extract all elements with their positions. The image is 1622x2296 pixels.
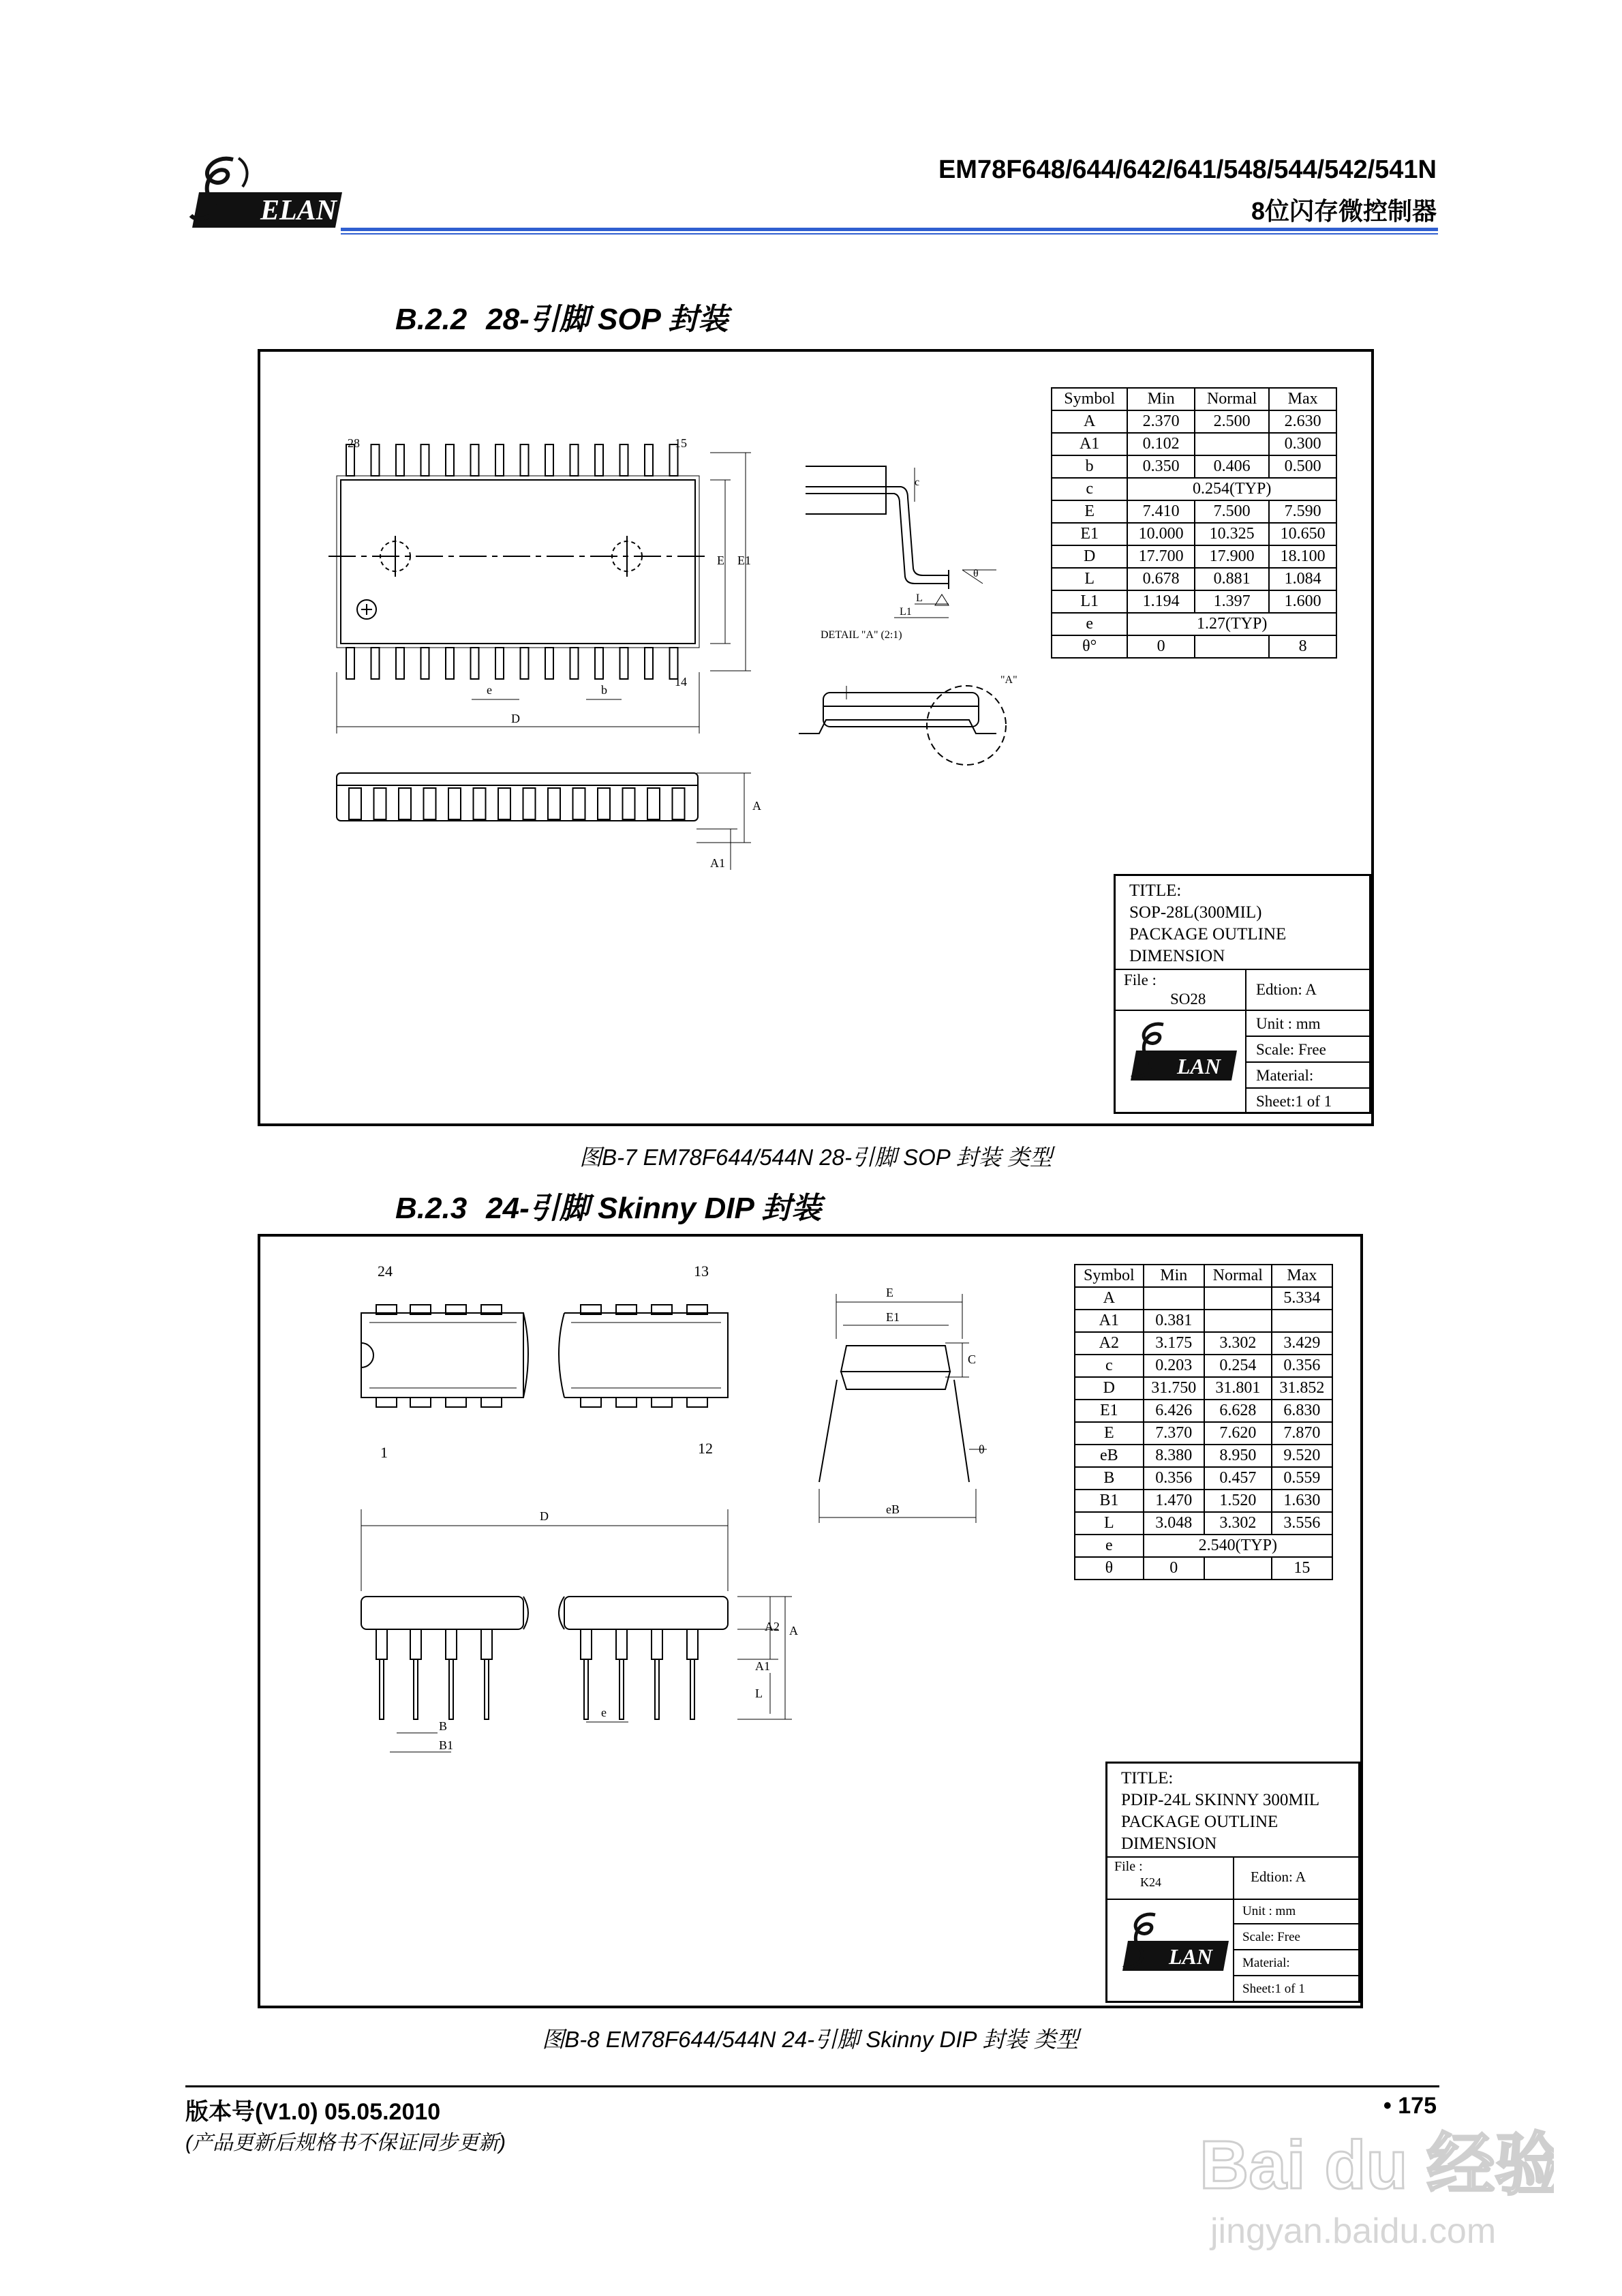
sop-detail-label: DETAIL "A" (2:1): [821, 629, 902, 641]
table-header: Max: [1272, 1265, 1332, 1287]
table-cell: 7.870: [1272, 1422, 1332, 1445]
table-cell: e: [1075, 1535, 1144, 1557]
table-cell: 0: [1144, 1557, 1204, 1580]
sop-pin: [521, 444, 529, 476]
tb-title-dimension: DIMENSION: [1129, 947, 1225, 965]
dip-pin: [376, 1398, 397, 1407]
dip-side-pin-lead: [380, 1659, 384, 1719]
table-row: [1075, 1512, 1332, 1535]
tb-sheet: Sheet:1 of 1: [1242, 1982, 1305, 1996]
table-cell: E1: [1075, 1400, 1144, 1422]
dip-pin13-label: 13: [694, 1263, 709, 1280]
sop-top-view: [328, 444, 751, 734]
table-row: [1052, 410, 1336, 433]
table-row: [1052, 455, 1336, 478]
sop-side-pin: [474, 788, 486, 819]
svg-text:LAN: LAN: [1177, 1054, 1221, 1078]
dip-dim-L: L: [755, 1687, 763, 1700]
table-cell: b: [1052, 455, 1127, 478]
dip-pin: [687, 1398, 707, 1407]
sop-theta: θ: [973, 568, 979, 579]
dip-dim-E: E: [886, 1286, 893, 1299]
baidu-watermark: [1199, 2106, 1554, 2263]
table-cell: 1.397: [1195, 590, 1269, 613]
sop-pin28-label: 28: [348, 436, 360, 450]
table-cell: 10.325: [1195, 523, 1269, 545]
sop-dim-E1: E1: [737, 554, 751, 567]
dip-side-pin-shoulder: [410, 1629, 421, 1659]
watermark-url: jingyan.baidu.com: [1210, 2211, 1497, 2251]
sop-side-pin: [623, 788, 635, 819]
table-cell: [1195, 635, 1269, 658]
section-title: 24-引脚 Skinny DIP 封装: [486, 1192, 822, 1225]
sop-pin: [396, 648, 404, 679]
table-header: Normal: [1195, 388, 1269, 410]
table-header: Min: [1127, 388, 1195, 410]
table-cell: 0.559: [1272, 1467, 1332, 1490]
tb-material: Material:: [1242, 1956, 1290, 1970]
table-row: [1075, 1332, 1332, 1355]
section-title: 28-引脚 SOP 封装: [486, 303, 729, 336]
table-row: [1075, 1377, 1332, 1400]
sop-pin: [471, 444, 479, 476]
sop-pin: [645, 444, 653, 476]
dip-pin: [410, 1398, 431, 1407]
dip-dim-e: e: [601, 1706, 607, 1719]
table-cell: 3.429: [1272, 1332, 1332, 1355]
dip-pin12-label: 12: [698, 1440, 713, 1457]
table-cell: 8.380: [1144, 1445, 1204, 1467]
table-cell: θ°: [1052, 635, 1127, 658]
sop-side-pin: [548, 788, 560, 819]
table-cell: 17.700: [1127, 545, 1195, 568]
table-cell: 2.500: [1195, 410, 1269, 433]
table-cell: 1.194: [1127, 590, 1195, 613]
sop-pin: [495, 648, 504, 679]
sop-dim-A1: A1: [710, 856, 725, 870]
table-row: [1052, 545, 1336, 568]
table-cell: 15: [1272, 1557, 1332, 1580]
sop-pin: [471, 648, 479, 679]
table-cell: B1: [1075, 1490, 1144, 1512]
table-cell: 0.881: [1195, 568, 1269, 590]
table-cell: 0.350: [1127, 455, 1195, 478]
tb-elan-logo: [1128, 1021, 1237, 1102]
elan-logo: [185, 154, 342, 236]
table-cell: 1.520: [1204, 1490, 1272, 1512]
table-cell: 8.950: [1204, 1445, 1272, 1467]
sop-side-pin: [349, 788, 361, 819]
sop-side-pin: [673, 788, 685, 819]
table-cell: 3.302: [1204, 1512, 1272, 1535]
dip-side-pin-shoulder: [581, 1629, 592, 1659]
table-cell: 2.370: [1127, 410, 1195, 433]
tb-file-value: K24: [1140, 1875, 1161, 1889]
table-cell: 0.678: [1127, 568, 1195, 590]
table-row: [1052, 500, 1336, 523]
sop-dim-c: c: [915, 477, 920, 488]
section-heading-sop: [395, 294, 729, 338]
tb-unit: Unit : mm: [1242, 1904, 1296, 1918]
svg-text:LAN: LAN: [1169, 1944, 1212, 1969]
sop-side-pin: [424, 788, 436, 819]
table-cell: θ: [1075, 1557, 1144, 1580]
tb-title-label: TITLE:: [1121, 1769, 1174, 1787]
dip-pin: [581, 1398, 601, 1407]
table-cell: A: [1052, 410, 1127, 433]
sop-dimension-table: [1051, 387, 1337, 659]
figure-caption-b8: 图B-8 EM78F644/544N 24-引脚 Skinny DIP 封装 类型: [542, 2027, 1079, 2052]
table-row: [1052, 613, 1336, 635]
dip-pin: [446, 1398, 466, 1407]
sop-side-pin: [374, 788, 386, 819]
table-cell: 0.406: [1195, 455, 1269, 478]
dip-pin24-label: 24: [378, 1263, 393, 1280]
dip-drawing-frame: [258, 1234, 1363, 2008]
dip-side-pin-lead: [619, 1659, 624, 1719]
sop-pin: [595, 444, 603, 476]
table-cell: eB: [1075, 1445, 1144, 1467]
dip-side-pin-shoulder: [652, 1629, 662, 1659]
dip-dim-A2: A2: [765, 1620, 780, 1633]
sop-pin: [495, 444, 504, 476]
table-row: [1075, 1490, 1332, 1512]
table-cell: e: [1052, 613, 1127, 635]
table-cell: 1.630: [1272, 1490, 1332, 1512]
sop-detail-ref: "A": [1000, 674, 1017, 686]
table-header: Normal: [1204, 1265, 1272, 1287]
table-row: [1052, 478, 1336, 500]
sop-dim-E: E: [717, 554, 724, 567]
sop-pin: [570, 444, 579, 476]
table-row: [1052, 568, 1336, 590]
sop-pin: [570, 648, 579, 679]
table-cell: 7.620: [1204, 1422, 1272, 1445]
table-cell: 3.556: [1272, 1512, 1332, 1535]
sop-dim-D: D: [511, 712, 520, 725]
tb-edition: Edtion: A: [1251, 1869, 1306, 1885]
dip-end-view: [819, 1294, 987, 1523]
sop-title-block: [1114, 874, 1371, 1114]
table-cell: 1.084: [1269, 568, 1336, 590]
dip-side-pin-shoulder: [616, 1629, 627, 1659]
table-cell: D: [1075, 1377, 1144, 1400]
dip-dim-A: A: [789, 1624, 798, 1637]
watermark-brand: Bai du 经验: [1199, 2127, 1554, 2203]
header-rule-thin: [341, 233, 1438, 235]
dip-pin: [481, 1398, 502, 1407]
tb-edition: Edtion: A: [1256, 981, 1317, 998]
sop-pin15-label: 15: [675, 436, 687, 450]
tb-title-label: TITLE:: [1129, 881, 1182, 900]
sop-side-pin: [573, 788, 585, 819]
sop-pin: [645, 648, 653, 679]
table-cell: c: [1075, 1355, 1144, 1377]
dip-side-pin-lead: [584, 1659, 588, 1719]
table-cell: A: [1075, 1287, 1144, 1310]
table-cell: 7.590: [1269, 500, 1336, 523]
sop-pin: [620, 648, 628, 679]
table-cell: 5.334: [1272, 1287, 1332, 1310]
dip-pin: [616, 1398, 637, 1407]
dip-dim-C: C: [968, 1353, 977, 1366]
dip-dim-A1: A1: [755, 1659, 770, 1673]
table-row: [1075, 1355, 1332, 1377]
dip-dim-D: D: [540, 1509, 549, 1523]
table-cell: 2.630: [1269, 410, 1336, 433]
product-line-title: EM78F648/644/642/641/548/544/542/541N: [938, 155, 1437, 184]
table-cell: A1: [1052, 433, 1127, 455]
sop-dim-b: b: [601, 683, 607, 697]
dip-dim-B1: B1: [439, 1738, 454, 1752]
tb-title-outline: PACKAGE OUTLINE: [1121, 1813, 1279, 1831]
table-row: [1075, 1310, 1332, 1332]
logo-text: ELAN: [260, 195, 337, 226]
table-cell: 0.356: [1144, 1467, 1204, 1490]
sop-drawing-frame: [258, 349, 1374, 1126]
dip-pin1-label: 1: [380, 1444, 388, 1461]
section-number: B.2.3: [395, 1192, 468, 1225]
table-cell: [1144, 1287, 1204, 1310]
tb-material: Material:: [1256, 1067, 1314, 1084]
sop-pin: [620, 444, 628, 476]
table-cell: 0.300: [1269, 433, 1336, 455]
table-cell: 31.852: [1272, 1377, 1332, 1400]
dip-side-pin-shoulder: [446, 1629, 457, 1659]
dip-side-pin-lead: [414, 1659, 418, 1719]
sop-title-lines: [1129, 880, 1286, 967]
table-cell: 7.500: [1195, 500, 1269, 523]
table-cell: 10.000: [1127, 523, 1195, 545]
sop-dim-e: e: [487, 683, 492, 697]
sop-side-view: [337, 773, 751, 870]
table-cell: E: [1052, 500, 1127, 523]
table-cell: 0.356: [1272, 1355, 1332, 1377]
header-rule: [341, 228, 1438, 231]
table-header: Min: [1144, 1265, 1204, 1287]
table-cell: D: [1052, 545, 1127, 568]
table-header: Max: [1269, 388, 1336, 410]
tb-scale: Scale: Free: [1256, 1041, 1326, 1058]
table-cell: L: [1052, 568, 1127, 590]
dip-title-lines: [1121, 1768, 1319, 1855]
table-cell: 7.410: [1127, 500, 1195, 523]
dip-title-block: [1105, 1762, 1360, 2003]
sop-pin: [545, 444, 553, 476]
footer-note: (产品更新后规格书不保证同步更新): [185, 2132, 506, 2154]
table-row: [1052, 590, 1336, 613]
table-cell: 0.254: [1204, 1355, 1272, 1377]
table-cell: 10.650: [1269, 523, 1336, 545]
table-row: [1052, 635, 1336, 658]
table-cell: 6.830: [1272, 1400, 1332, 1422]
table-cell: A1: [1075, 1310, 1144, 1332]
table-cell: 6.628: [1204, 1400, 1272, 1422]
dip-side-pin-lead: [690, 1659, 694, 1719]
tb-title-outline: PACKAGE OUTLINE: [1129, 925, 1287, 943]
table-cell: 2.540(TYP): [1144, 1535, 1332, 1557]
table-cell: 0.457: [1204, 1467, 1272, 1490]
tb-title-dimension: DIMENSION: [1121, 1834, 1217, 1853]
tb-scale: Scale: Free: [1242, 1930, 1300, 1944]
product-subtitle: 8位闪存微控制器: [1251, 197, 1437, 225]
sop-dim-L1: L1: [900, 606, 912, 618]
table-cell: 6.426: [1144, 1400, 1204, 1422]
table-row: [1075, 1535, 1332, 1557]
dip-side-pin-lead: [485, 1659, 489, 1719]
sop-pin: [521, 648, 529, 679]
dip-dim-B: B: [439, 1719, 448, 1733]
sop-side-pin: [498, 788, 510, 819]
table-cell: 18.100: [1269, 545, 1336, 568]
sop-pin: [421, 444, 429, 476]
table-header: Symbol: [1052, 388, 1127, 410]
table-cell: 0.254(TYP): [1127, 478, 1336, 500]
table-cell: L1: [1052, 590, 1127, 613]
table-cell: 1.470: [1144, 1490, 1204, 1512]
table-cell: [1272, 1310, 1332, 1332]
tb-unit: Unit : mm: [1256, 1015, 1321, 1032]
table-row: [1075, 1400, 1332, 1422]
table-cell: 3.048: [1144, 1512, 1204, 1535]
sop-side-pin: [598, 788, 610, 819]
version-text: 版本号(V1.0) 05.05.2010: [185, 2099, 441, 2125]
page-number: • 175: [1383, 2093, 1437, 2119]
sop-pin: [446, 648, 454, 679]
sop-side-pin: [448, 788, 461, 819]
sop-pin14-label: 14: [675, 675, 687, 689]
sop-pin: [396, 444, 404, 476]
footer-rule: [185, 2085, 1439, 2087]
dip-theta: θ: [979, 1442, 985, 1456]
table-cell: 9.520: [1272, 1445, 1332, 1467]
sop-side-pin: [523, 788, 536, 819]
sop-pin: [371, 648, 380, 679]
table-cell: B: [1075, 1467, 1144, 1490]
tb-sheet: Sheet:1 of 1: [1256, 1093, 1332, 1110]
table-row: [1075, 1422, 1332, 1445]
sop-pin: [371, 444, 380, 476]
table-cell: 17.900: [1195, 545, 1269, 568]
tb-title-package: SOP-28L(300MIL): [1129, 903, 1262, 922]
dip-side-pin-shoulder: [687, 1629, 698, 1659]
tb-file-label: File :: [1114, 1859, 1143, 1874]
table-cell: 3.302: [1204, 1332, 1272, 1355]
dip-side-pin-lead: [449, 1659, 453, 1719]
table-cell: 0.500: [1269, 455, 1336, 478]
table-cell: 0: [1127, 635, 1195, 658]
dip-dim-E1: E1: [886, 1310, 900, 1324]
table-cell: E1: [1052, 523, 1127, 545]
table-cell: 7.370: [1144, 1422, 1204, 1445]
table-cell: [1204, 1310, 1272, 1332]
dip-pin: [652, 1398, 672, 1407]
table-cell: 31.801: [1204, 1377, 1272, 1400]
table-cell: 3.175: [1144, 1332, 1204, 1355]
table-cell: 1.600: [1269, 590, 1336, 613]
table-cell: 8: [1269, 635, 1336, 658]
table-row: [1075, 1557, 1332, 1580]
dip-side-pin-shoulder: [376, 1629, 387, 1659]
table-row: [1052, 523, 1336, 545]
table-cell: 1.27(TYP): [1127, 613, 1336, 635]
section-heading-dip: [395, 1183, 821, 1227]
table-cell: E: [1075, 1422, 1144, 1445]
table-row: [1052, 433, 1336, 455]
sop-pin: [595, 648, 603, 679]
table-cell: 31.750: [1144, 1377, 1204, 1400]
table-cell: 0.381: [1144, 1310, 1204, 1332]
dip-side-view: [361, 1509, 792, 1752]
table-row: [1075, 1467, 1332, 1490]
table-cell: [1204, 1557, 1272, 1580]
table-header: Symbol: [1075, 1265, 1144, 1287]
tb-file-label: File :: [1124, 971, 1157, 988]
table-row: [1075, 1287, 1332, 1310]
dip-side-pin-lead: [655, 1659, 659, 1719]
table-cell: L: [1075, 1512, 1144, 1535]
sop-pin: [421, 648, 429, 679]
tb-elan-logo: [1120, 1911, 1229, 1993]
table-cell: [1195, 433, 1269, 455]
sop-side-pin: [399, 788, 411, 819]
tb-title-package: PDIP-24L SKINNY 300MIL: [1121, 1791, 1320, 1809]
dip-side-pin-shoulder: [481, 1629, 492, 1659]
table-cell: 0.203: [1144, 1355, 1204, 1377]
figure-caption-b7: 图B-7 EM78F644/544N 28-引脚 SOP 封装 类型: [579, 1145, 1052, 1170]
table-row: [1075, 1445, 1332, 1467]
dip-dim-eB: eB: [886, 1502, 900, 1516]
section-number: B.2.2: [395, 303, 468, 336]
table-cell: 0.102: [1127, 433, 1195, 455]
sop-pin: [346, 648, 354, 679]
table-cell: c: [1052, 478, 1127, 500]
sop-side-pin: [647, 788, 660, 819]
table-cell: [1204, 1287, 1272, 1310]
dip-top-view: [361, 1305, 728, 1407]
sop-dim-L: L: [916, 592, 923, 604]
dip-dimension-table: [1074, 1264, 1333, 1580]
sop-dim-A: A: [752, 799, 761, 813]
sop-pin: [446, 444, 454, 476]
sop-pin: [545, 648, 553, 679]
tb-file-value: SO28: [1170, 991, 1206, 1008]
table-cell: A2: [1075, 1332, 1144, 1355]
